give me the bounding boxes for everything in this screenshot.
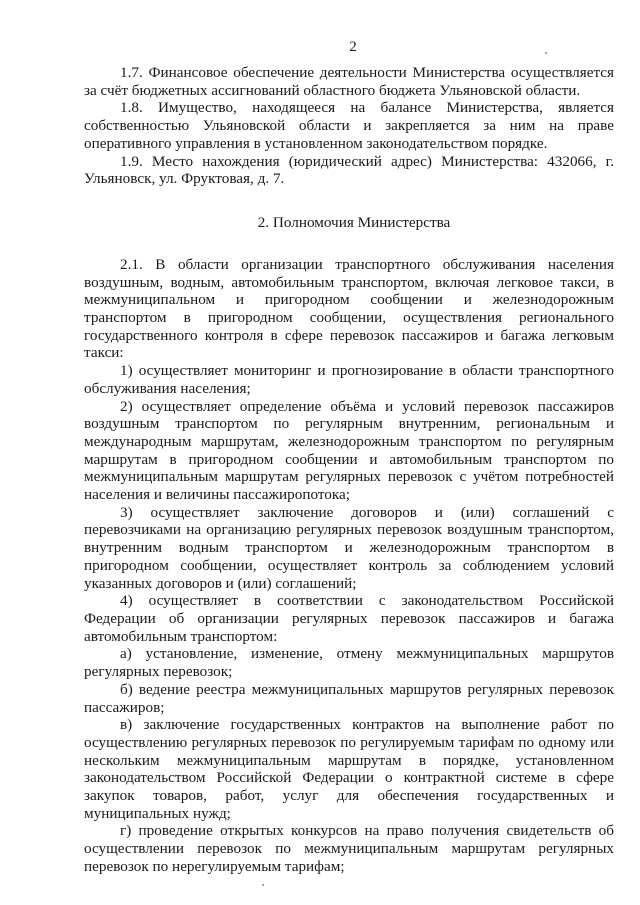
page-number: 2 <box>349 39 357 55</box>
scan-speck <box>262 884 264 886</box>
scan-speck <box>545 52 547 54</box>
powers-block <box>84 256 614 876</box>
section-title: 2. Полномочия Министерства <box>257 213 451 231</box>
list-item-3: 3) осуществляет заключение договоров и (или) соглашений с перевозчиками на организацию регулярных перевозок воздушным транспортом, внутренним водным транспортом и железнодорожным транспортом в пригородном сообщении, осуществляет контроль за соблюдением условий указанных договоров и (или) соглашений; <box>84 503 614 592</box>
sub-item-b: б) ведение реестра межмуниципальных маршрутов регулярных перевозок пассажиров; <box>84 680 614 716</box>
paragraph-1-9: 1.9. Место нахождения (юридический адрес) Министерства: 432066, г. Ульяновск, ул. Фруктовая, д. 7. <box>84 152 614 188</box>
list-item-2: 2) осуществляет определение объёма и условий перевозок пассажиров воздушным транспортом по регулярным внутренним, региональным и международным маршрутам, железнодорожным транспортом по регулярным маршрутам в пригородном сообщении и автомобильным транспортом по межмуниципальным маршрутам регулярных перевозок с учётом потребностей населения и величины пассажиропотока; <box>84 397 614 504</box>
paragraph-2-1: 2.1. В области организации транспортного обслуживания населения воздушным, водным, автомобильным транспортом, включая легковое такси, в межмуниципальном и пригородном сообщении и железнодорожным транспортом в пригородном сообщении, осуществления регионального государственного контроля в сфере перевозок пассажиров и багажа легковым такси: <box>84 255 614 362</box>
list-item-1: 1) осуществляет мониторинг и прогнозирование в области транспортного обслуживания населения; <box>84 362 614 397</box>
sub-item-a: а) установление, изменение, отмену межмуниципальных маршрутов регулярных перевозок; <box>84 645 614 681</box>
sub-item-g: г) проведение открытых конкурсов на право получения свидетельств об осуществлении перевозок по межмуниципальным маршрутам регулярных перевозок по нерегулируемым тарифам; <box>84 822 614 875</box>
list-item-4: 4) осуществляет в соответствии с законодательством Российской Федерации об организации регулярных перевозок пассажиров и багажа автомобильным транспортом: <box>84 592 614 645</box>
sub-item-v: в) заключение государственных контрактов на выполнение работ по осуществлению регулярных перевозок по регулируемым тарифам по одному или нескольким межмуниципальным маршрутам в порядке, установленном законодательством Российской Федерации о контрактной системе в сфере закупок товаров, работ, услуг для обеспечения государственных и муниципальных нужд; <box>84 716 614 822</box>
paragraph-1-8: 1.8. Имущество, находящееся на балансе Министерства, является собственностью Ульяновской области и закрепляется за ним на праве оперативного управления в установленном законодательством порядке. <box>84 99 614 152</box>
general-provisions-block <box>84 64 614 188</box>
paragraph-1-7: 1.7. Финансовое обеспечение деятельности Министерства осуществляется за счёт бюджетных ассигнований областного бюджета Ульяновской области. <box>84 64 614 99</box>
